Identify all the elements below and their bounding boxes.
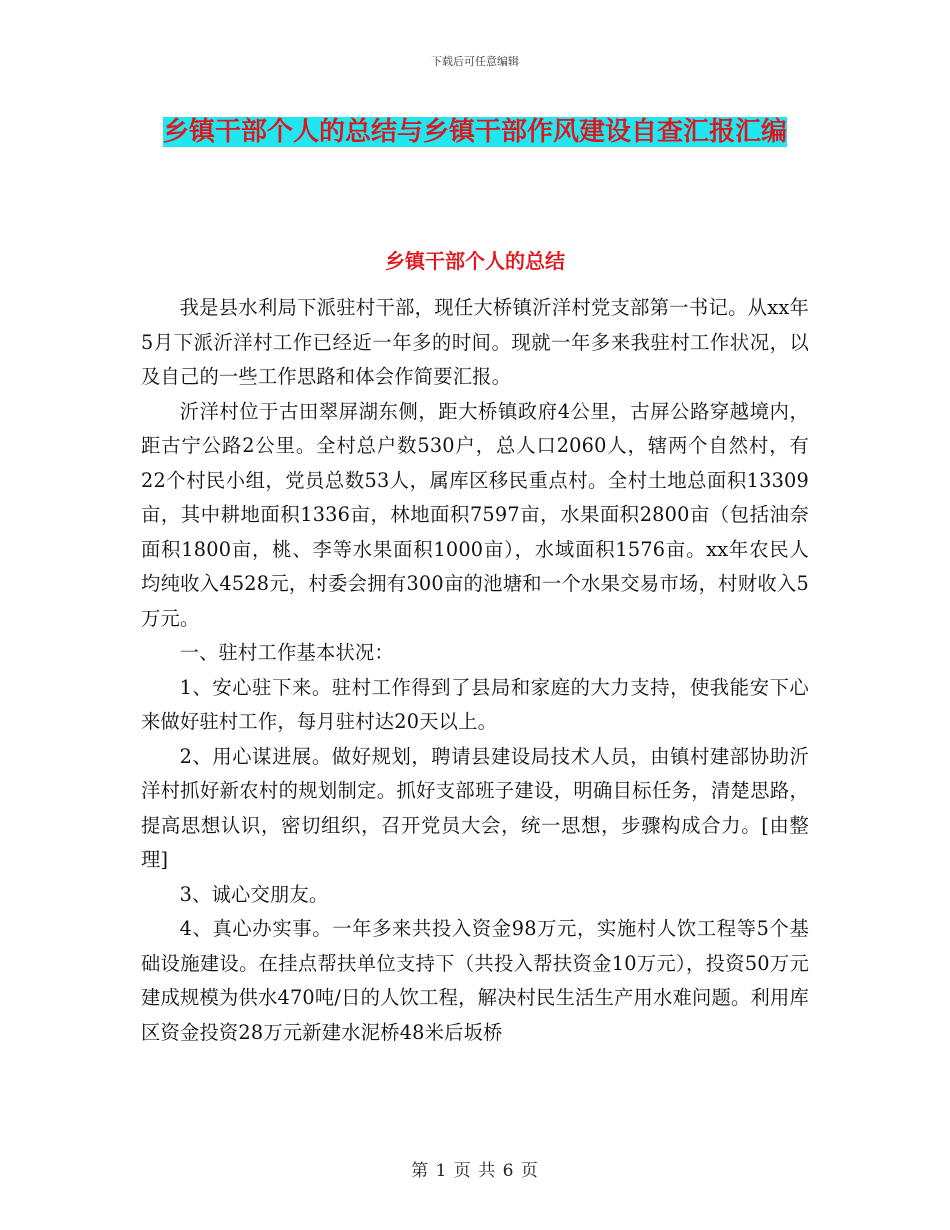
paragraph-heading: 一、驻村工作基本状况： <box>179 641 394 664</box>
paragraph: 1、安心驻下来。驻村工作得到了县局和家庭的大力支持，使我能安下心来做好驻村工作，每月驻村达20天以上。 <box>141 675 809 733</box>
section-title: 乡镇干部个人的总结 <box>385 249 565 273</box>
paragraph: 沂洋村位于古田翠屏湖东侧，距大桥镇政府4公里，古屏公路穿越境内，距古宁公路2公里。全村总户数530户，总人口2060人，辖两个自然村，有22个村民小组，党员总数53人，属库区移民重点村。全村土地总面积13309亩，其中耕地面积1336亩，林地面积7597亩，水果面积2800亩（包括油奈面积1800亩，桃、李等水果面积1000亩），水域面积1576亩。xx年农民人均纯收入4528元，村委会拥有300亩的池塘和一个水果交易市场，村财收入5万元。 <box>141 399 809 630</box>
paragraph: 3、诚心交朋友。 <box>179 882 329 906</box>
paragraph: 2、用心谋进展。做好规划，聘请县建设局技术人员，由镇村建部协助沂洋村抓好新农村的规划制定。抓好支部班子建设，明确目标任务，清楚思路，提高思想认识，密切组织，召开党员大会，统一思想，步骤构成合力。[由整理] <box>141 744 809 871</box>
page-number: 第 1 页 共 6 页 <box>411 1161 539 1181</box>
document-title <box>140 110 810 154</box>
document-body <box>141 291 809 1050</box>
paragraph: 4、真心办实事。一年多来共投入资金98万元，实施村人饮工程等5个基础设施建设。在挂点帮扶单位支持下（共投入帮扶资金10万元），投资50万元建成规模为供水470吨/日的人饮工程，解决村民生活生产用水难问题。利用库区资金投资28万元新建水泥桥48米后坂桥 <box>141 917 809 1044</box>
document-title-text: 乡镇干部个人的总结与乡镇干部作风建设自查汇报汇编 <box>162 117 787 147</box>
paragraph: 我是县水利局下派驻村干部，现任大桥镇沂洋村党支部第一书记。从xx年5月下派沂洋村工作已经近一年多的时间。现就一年多来我驻村工作状况，以及自己的一些工作思路和体会作简要汇报。 <box>141 296 809 388</box>
page-header-note: 下载后可任意编辑 <box>431 55 519 68</box>
